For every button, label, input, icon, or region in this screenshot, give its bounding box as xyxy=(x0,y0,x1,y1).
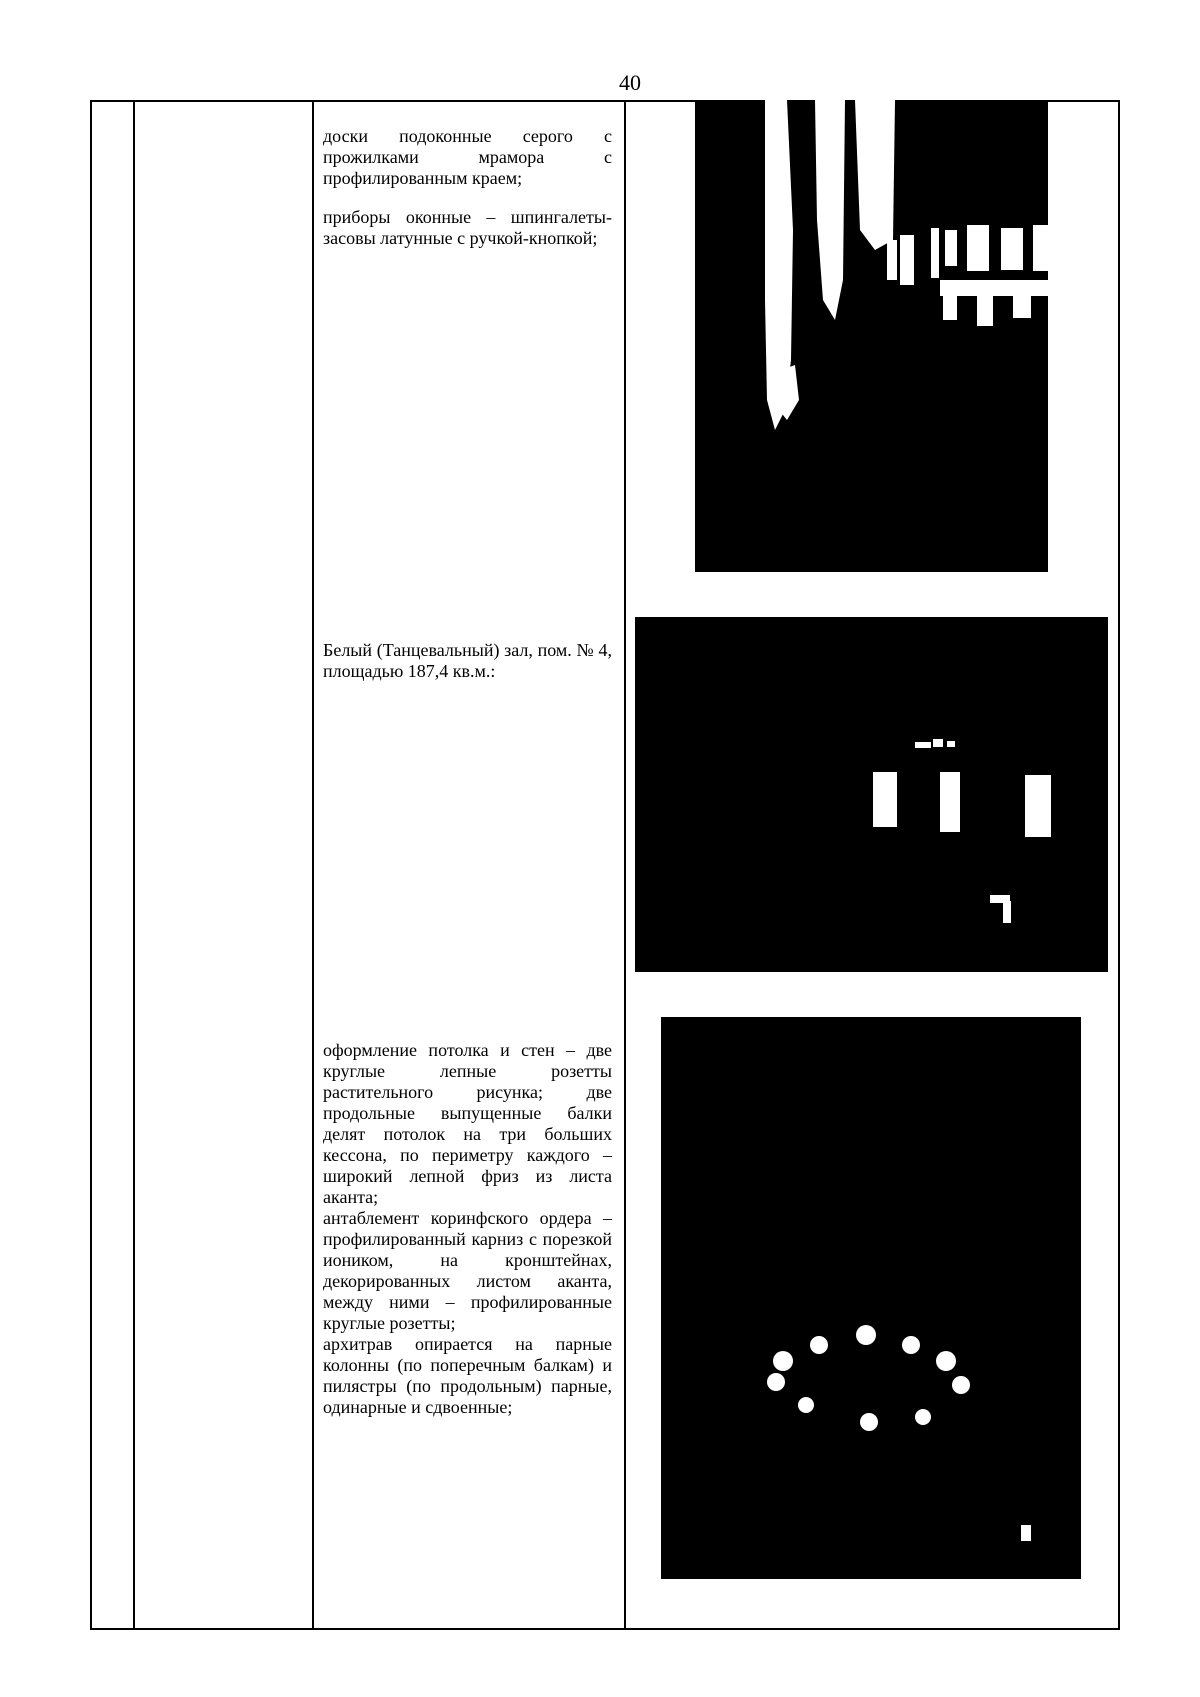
hall-photo xyxy=(635,617,1108,972)
row-3-description xyxy=(323,1040,612,1418)
column-divider-3 xyxy=(624,100,626,1630)
chandelier-photo xyxy=(661,1017,1081,1579)
row-3-paragraph-3: архитрав опирается на парные колонны (по поперечным балкам) и пилястры (по продольным) парные, одинарные и сдвоенные; xyxy=(323,1334,612,1417)
row-2-description xyxy=(323,640,612,682)
column-divider-1 xyxy=(133,100,135,1630)
row-1-paragraph-1: доски подоконные серого с прожилками мрамора с профилированным краем; xyxy=(323,126,612,188)
page-number: 40 xyxy=(619,70,641,95)
chandelier-photo-icon xyxy=(661,1017,1081,1579)
row-3-paragraph-2: антаблемент коринфского ордера – профилированный карниз с порезкой иоником, на кронштейнах, декорированных листом аканта, между ними – профилированные круглые розетты; xyxy=(323,1208,612,1333)
window-photo xyxy=(695,100,1048,572)
hall-photo-icon xyxy=(635,617,1108,972)
row-1-description xyxy=(323,126,612,249)
column-divider-2 xyxy=(312,100,314,1630)
row-3-paragraph-1: оформление потолка и стен – две круглые лепные розетты растительного рисунка; две продольные выпущенные балки делят потолок на три больших кессона, по периметру каждого – широкий лепной фриз из листа аканта; xyxy=(323,1040,612,1207)
row-2-paragraph-1: Белый (Танцевальный) зал, пом. № 4, площадью 187,4 кв.м.: xyxy=(323,640,612,681)
row-1-paragraph-2: приборы оконные – шпингалеты-засовы латунные с ручкой-кнопкой; xyxy=(323,207,612,248)
window-photo-icon xyxy=(695,100,1048,572)
